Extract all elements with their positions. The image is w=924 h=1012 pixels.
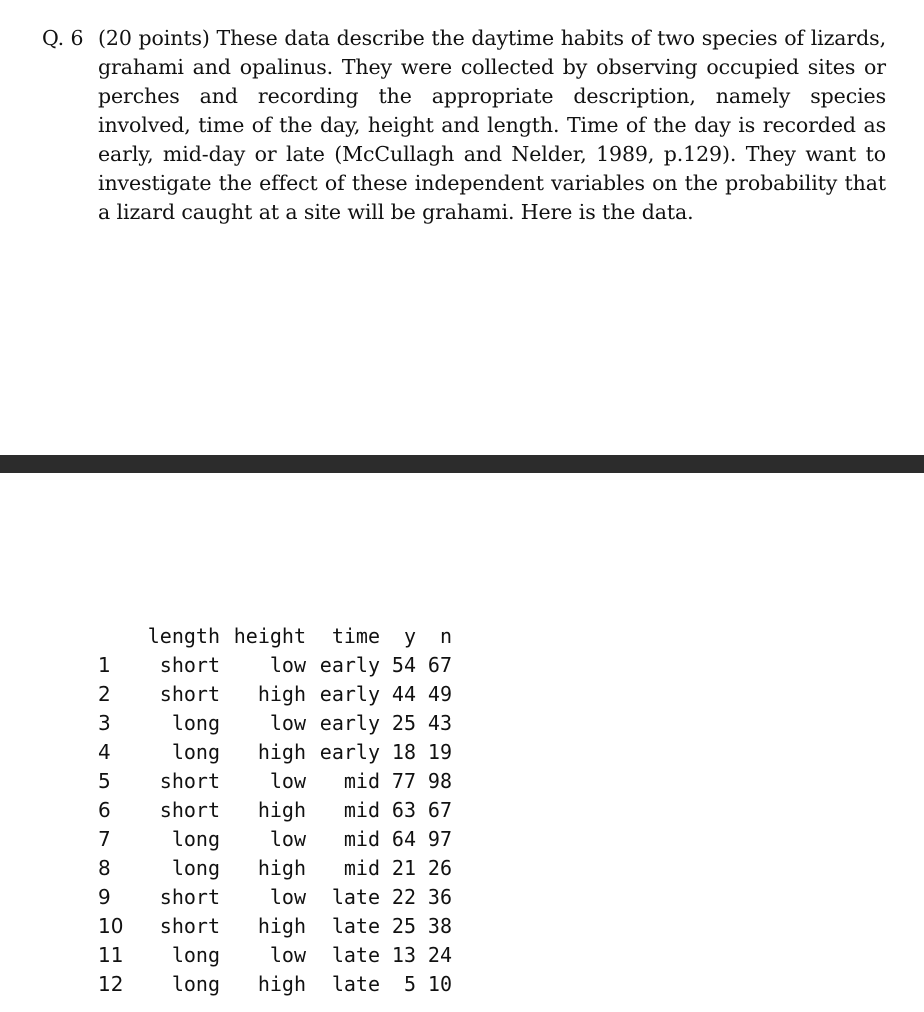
cell-y: 54 bbox=[391, 653, 416, 677]
row-index: 3 bbox=[98, 711, 111, 735]
question-text: (20 points) These data describe the daytime habits of two species of lizards, grahami and opalinus. They were collected by observing occupied sites or perches and recording the appropriate description, namely species involved, time of the day, height and length. Time of the day is recorded as early, mid-day or late (McCullagh and Nelder, 1989, p.129). They want to investigate the effect of these independent variables on the probability that a lizard caught at a site will be grahami. Here is the data. bbox=[98, 26, 886, 224]
table-row bbox=[92, 970, 452, 999]
table-row bbox=[92, 651, 452, 680]
cell-length: long bbox=[171, 943, 220, 967]
header-length: length bbox=[147, 624, 220, 648]
cell-n: 67 bbox=[427, 653, 452, 677]
table-header-row bbox=[92, 622, 452, 651]
page-divider bbox=[0, 455, 924, 473]
cell-n: 49 bbox=[427, 682, 452, 706]
table-row bbox=[92, 709, 452, 738]
row-index: 2 bbox=[98, 682, 111, 706]
cell-y: 5 bbox=[403, 972, 416, 996]
cell-length: short bbox=[159, 885, 220, 909]
cell-y: 64 bbox=[391, 827, 416, 851]
question-label: Q. 6 bbox=[42, 26, 84, 50]
cell-height: low bbox=[269, 885, 306, 909]
cell-n: 10 bbox=[427, 972, 452, 996]
cell-time: early bbox=[319, 653, 380, 677]
cell-height: high bbox=[257, 798, 306, 822]
header-n: n bbox=[439, 624, 452, 648]
table-row bbox=[92, 680, 452, 709]
row-index: 8 bbox=[98, 856, 111, 880]
cell-time: late bbox=[331, 943, 380, 967]
row-index: 9 bbox=[98, 885, 111, 909]
table-body bbox=[92, 651, 452, 999]
cell-n: 24 bbox=[427, 943, 452, 967]
table-row bbox=[92, 941, 452, 970]
header-index bbox=[92, 622, 142, 651]
header-height: height bbox=[233, 624, 306, 648]
cell-time: late bbox=[331, 914, 380, 938]
row-index: 6 bbox=[98, 798, 111, 822]
cell-y: 22 bbox=[391, 885, 416, 909]
table-row bbox=[92, 912, 452, 941]
cell-time: mid bbox=[343, 827, 380, 851]
cell-time: early bbox=[319, 711, 380, 735]
lizard-data-table bbox=[92, 622, 452, 999]
row-index: 11 bbox=[98, 943, 124, 967]
row-index: 7 bbox=[98, 827, 111, 851]
cell-length: short bbox=[159, 914, 220, 938]
cell-n: 98 bbox=[427, 769, 452, 793]
cell-n: 97 bbox=[427, 827, 452, 851]
cell-time: mid bbox=[343, 856, 380, 880]
cell-length: long bbox=[171, 711, 220, 735]
cell-length: long bbox=[171, 740, 220, 764]
cell-time: early bbox=[319, 682, 380, 706]
cell-n: 26 bbox=[427, 856, 452, 880]
table-row bbox=[92, 825, 452, 854]
header-y: y bbox=[403, 624, 416, 648]
cell-n: 36 bbox=[427, 885, 452, 909]
row-index: 5 bbox=[98, 769, 111, 793]
cell-length: short bbox=[159, 798, 220, 822]
cell-time: late bbox=[331, 885, 380, 909]
cell-height: high bbox=[257, 914, 306, 938]
cell-time: mid bbox=[343, 798, 380, 822]
cell-height: low bbox=[269, 943, 306, 967]
cell-y: 77 bbox=[391, 769, 416, 793]
cell-n: 38 bbox=[427, 914, 452, 938]
header-time: time bbox=[331, 624, 380, 648]
row-index: 10 bbox=[98, 914, 124, 938]
cell-height: low bbox=[269, 711, 306, 735]
cell-height: high bbox=[257, 740, 306, 764]
cell-length: long bbox=[171, 856, 220, 880]
cell-y: 25 bbox=[391, 711, 416, 735]
cell-length: long bbox=[171, 827, 220, 851]
row-index: 12 bbox=[98, 972, 124, 996]
cell-height: high bbox=[257, 972, 306, 996]
cell-height: high bbox=[257, 682, 306, 706]
row-index: 1 bbox=[98, 653, 111, 677]
cell-time: early bbox=[319, 740, 380, 764]
cell-n: 67 bbox=[427, 798, 452, 822]
cell-y: 21 bbox=[391, 856, 416, 880]
cell-height: low bbox=[269, 769, 306, 793]
cell-time: mid bbox=[343, 769, 380, 793]
cell-n: 43 bbox=[427, 711, 452, 735]
cell-height: high bbox=[257, 856, 306, 880]
cell-height: low bbox=[269, 827, 306, 851]
cell-length: short bbox=[159, 682, 220, 706]
cell-height: low bbox=[269, 653, 306, 677]
cell-time: late bbox=[331, 972, 380, 996]
cell-y: 63 bbox=[391, 798, 416, 822]
table-row bbox=[92, 738, 452, 767]
table-row bbox=[92, 883, 452, 912]
cell-n: 19 bbox=[427, 740, 452, 764]
cell-y: 13 bbox=[391, 943, 416, 967]
table-row bbox=[92, 854, 452, 883]
cell-y: 25 bbox=[391, 914, 416, 938]
table-row bbox=[92, 796, 452, 825]
cell-length: short bbox=[159, 653, 220, 677]
cell-y: 44 bbox=[391, 682, 416, 706]
cell-length: short bbox=[159, 769, 220, 793]
cell-y: 18 bbox=[391, 740, 416, 764]
cell-length: long bbox=[171, 972, 220, 996]
table-row bbox=[92, 767, 452, 796]
question-block bbox=[42, 24, 886, 227]
row-index: 4 bbox=[98, 740, 111, 764]
